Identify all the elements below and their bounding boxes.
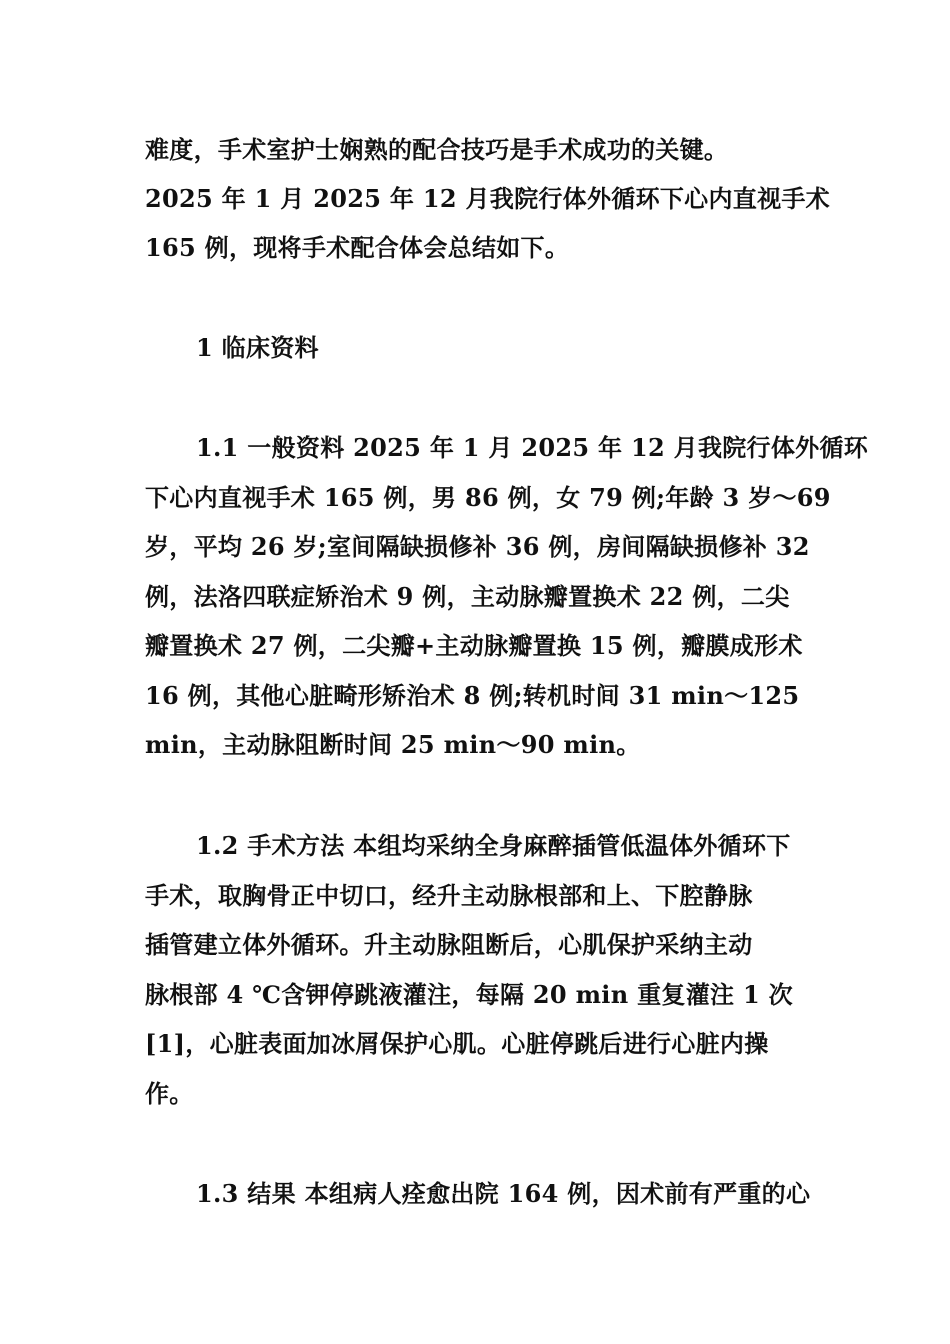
method-line-6: 作。 <box>145 1079 194 1108</box>
general-line-5: 瓣置换术 27 例，二尖瓣+主动脉瓣置换 15 例，瓣膜成形术 <box>145 631 803 660</box>
general-line-3: 岁，平均 26 岁;室间隔缺损修补 36 例，房间隔缺损修补 32 <box>145 532 810 561</box>
method-line-2: 手术，取胸骨正中切口，经升主动脉根部和上、下腔静脉 <box>145 881 753 910</box>
method-line-4: 脉根部 4 ℃含钾停跳液灌注，每隔 20 min 重复灌注 1 次 <box>145 980 793 1009</box>
intro-line-1: 难度，手术室护士娴熟的配合技巧是手术成功的关键。 <box>145 135 729 164</box>
general-line-7: min，主动脉阻断时间 25 min～90 min。 <box>145 730 641 759</box>
general-line-2: 下心内直视手术 165 例，男 86 例，女 79 例;年龄 3 岁～69 <box>145 483 831 512</box>
method-line-1: 1.2 手术方法 本组均采纳全身麻醉插管低温体外循环下 <box>196 831 791 860</box>
intro-line-2: 2025 年 1 月 2025 年 12 月我院行体外循环下心内直视手术 <box>145 184 830 213</box>
general-line-6: 16 例，其他心脏畸形矫治术 8 例;转机时间 31 min～125 <box>145 681 800 710</box>
general-line-1: 1.1 一般资料 2025 年 1 月 2025 年 12 月我院行体外循环 <box>196 433 869 462</box>
general-line-4: 例，法洛四联症矫治术 9 例，主动脉瓣置换术 22 例，二尖 <box>145 582 790 611</box>
intro-line-3: 165 例，现将手术配合体会总结如下。 <box>145 233 570 262</box>
section-heading: 1 临床资料 <box>196 333 319 362</box>
method-line-5: [1]，心脏表面加冰屑保护心肌。心脏停跳后进行心脏内操 <box>145 1029 769 1058</box>
result-line-1: 1.3 结果 本组病人痊愈出院 164 例，因术前有严重的心 <box>196 1179 811 1208</box>
method-line-3: 插管建立体外循环。升主动脉阻断后，心肌保护采纳主动 <box>145 930 753 959</box>
